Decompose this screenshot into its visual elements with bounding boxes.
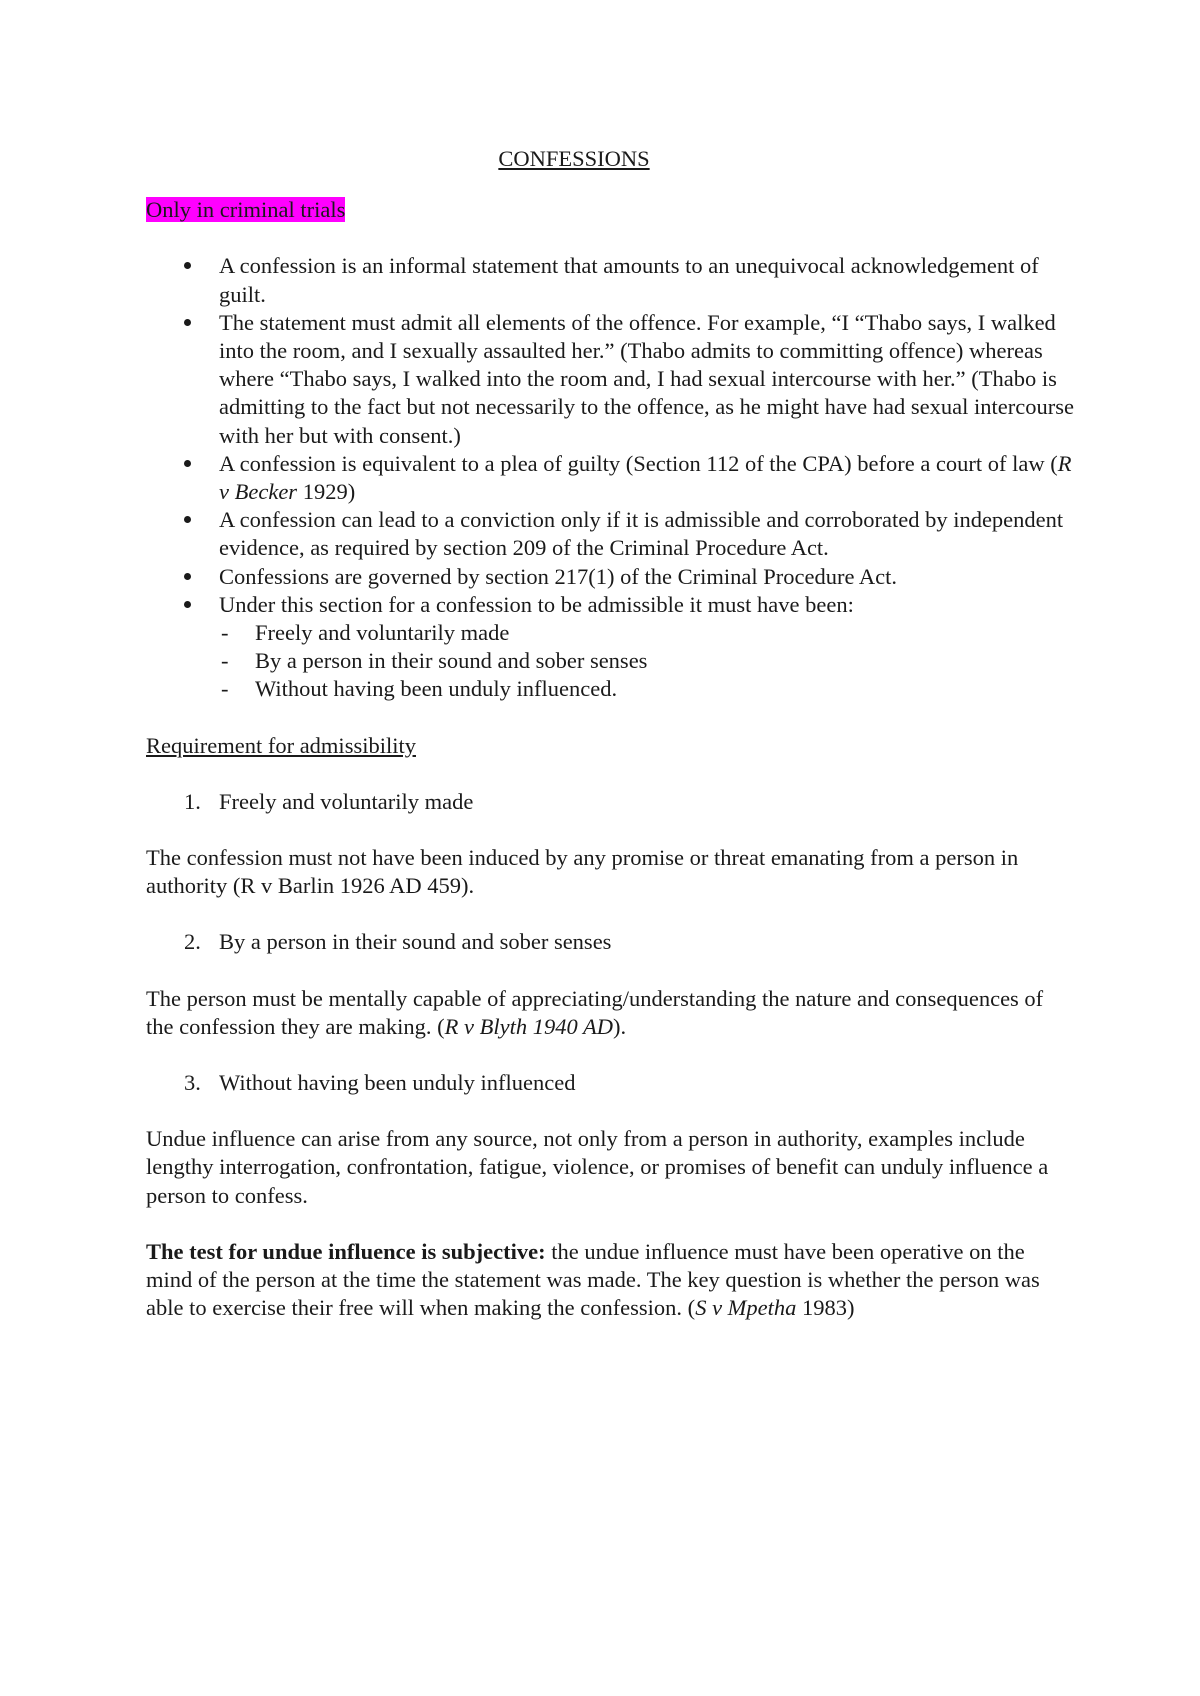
document-title: CONFESSIONS [498, 146, 650, 171]
section-heading: Requirement for admissibility [146, 732, 416, 758]
requirement-body: The confession must not have been induced by any promise or threat emanating from a person in authority (R v Barlin 1926 AD 459). [146, 845, 1019, 899]
dash-item: - Without having been unduly influenced. [219, 675, 1076, 703]
bullet-item: A confession can lead to a conviction only if it is admissible and corroborated by independent evidence, as required by section 209 of the Criminal Procedure Act. [146, 506, 1076, 562]
requirement-body: Undue influence can arise from any source, not only from a person in authority, examples include lengthy interrogation, confrontation, fatigue, violence, or promises of benefit can unduly influence a person to confess. [146, 1126, 1049, 1208]
body-text: ). [612, 1013, 627, 1039]
requirement-item [146, 928, 1076, 956]
requirement-label: By a person in their sound and sober senses [219, 929, 612, 955]
test-text: 1983) [796, 1295, 855, 1321]
test-text: the undue influence must have been operative on the mind of the person at the time the statement was made. The key question is whether the person was able to exercise their free will when making the confession. ( [146, 1238, 1040, 1321]
bullet-list [146, 252, 1076, 703]
case-citation: S v Mpetha [695, 1295, 797, 1321]
body-text: The person must be mentally capable of appreciating/understanding the nature and consequences of the confession they are making. ( [146, 985, 1044, 1039]
requirement-label: Freely and voluntarily made [219, 788, 474, 814]
dash-list [219, 619, 1076, 704]
bullet-item [146, 450, 1076, 506]
requirement-number: 3. [184, 1070, 201, 1096]
case-citation: R v Blyth 1940 AD [444, 1013, 613, 1039]
requirement-label: Without having been unduly influenced [219, 1070, 576, 1096]
bullet-text: A confession is equivalent to a plea of guilty (Section 112 of the CPA) before a court of law ( [219, 450, 1058, 476]
requirement-number: 2. [184, 929, 201, 955]
bullet-item: Confessions are governed by section 217(1) of the Criminal Procedure Act. [146, 563, 1076, 591]
bullet-item: A confession is an informal statement that amounts to an unequivocal acknowledgement of guilt. [146, 252, 1076, 308]
dash-item: - Freely and voluntarily made [219, 619, 1076, 647]
test-heading: The test for undue influence is subjective: [146, 1238, 546, 1264]
bullet-text: 1929) [297, 479, 356, 505]
requirement-item [146, 1069, 1076, 1097]
highlighted-note-line [146, 196, 1076, 224]
bullet-text: Under this section for a confession to be admissible it must have been: [219, 591, 854, 617]
requirement-body [146, 985, 1076, 1041]
requirement-number: 1. [184, 788, 201, 814]
requirement-item [146, 788, 1076, 816]
bullet-item [146, 591, 1076, 704]
case-citation: R v Becker [219, 450, 1072, 505]
highlighted-note: Only in criminal trials [146, 197, 346, 223]
bullet-item: The statement must admit all elements of the offence. For example, “I “Thabo says, I walked into the room, and I sexually assaulted her.” (Thabo admits to committing offence) whereas where “Thabo says, I walked into the room and, I had sexual intercourse with her.” (Thabo is admitting to the fact but not necessarily to the offence, as he might have had sexual intercourse with her but with consent.) [146, 309, 1076, 450]
test-paragraph [146, 1238, 1076, 1323]
document-content [146, 145, 1076, 1323]
dash-item: - By a person in their sound and sober senses [219, 647, 1076, 675]
